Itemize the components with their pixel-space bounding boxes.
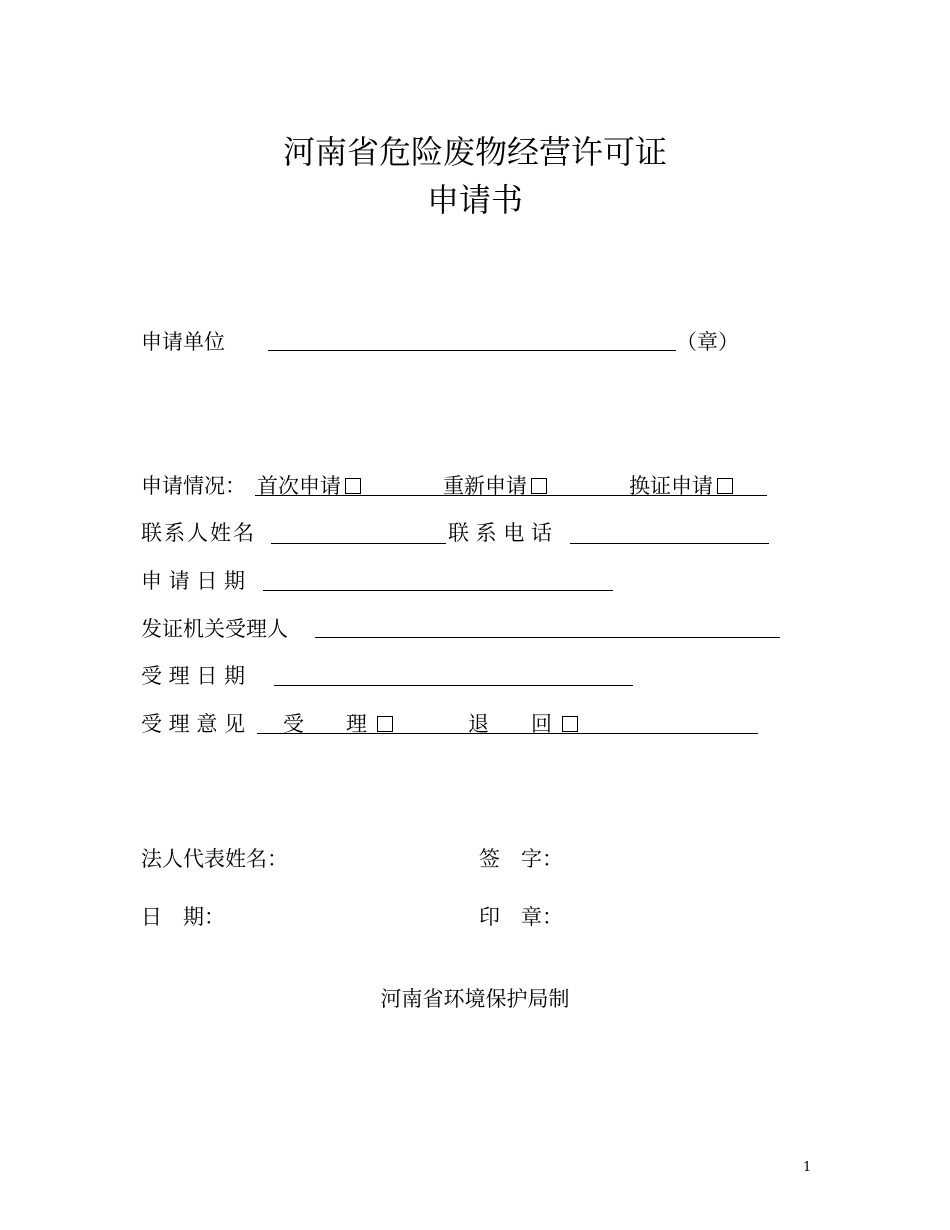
opinion-label: 受 理 意 见 (141, 712, 246, 736)
option-reapplication[interactable] (443, 473, 547, 499)
contact-phone-field[interactable] (570, 543, 769, 544)
checkbox-accept[interactable] (377, 716, 393, 732)
contact-name-label: 联系人姓名 (141, 521, 256, 545)
option-accept-label: 受 理 (283, 712, 367, 736)
applicant-field[interactable] (268, 350, 676, 351)
document-title: 河南省危险废物经营许可证 (282, 133, 667, 171)
legal-rep-name-label: 法人代表姓名： (141, 847, 288, 871)
date-label: 日 期： (141, 905, 225, 929)
option-accept[interactable] (283, 711, 393, 737)
receiver-label: 发证机关受理人 (141, 617, 288, 641)
seal-note: （章） (676, 330, 739, 354)
option-return[interactable] (468, 711, 578, 737)
checkbox-first-application[interactable] (345, 478, 361, 494)
option-return-label: 退 回 (468, 712, 552, 736)
apply-date-field[interactable] (263, 590, 613, 591)
applicant-label: 申请单位 (141, 330, 225, 354)
apply-date-label: 申 请 日 期 (141, 569, 246, 593)
application-status-label: 申请情况： (141, 474, 246, 498)
contact-name-field[interactable] (271, 543, 446, 544)
option-reapply-label: 重新申请 (443, 474, 527, 498)
signature-label: 签 字： (479, 847, 563, 871)
checkbox-return[interactable] (562, 716, 578, 732)
option-first-label: 首次申请 (257, 474, 341, 498)
option-renewal[interactable] (629, 473, 733, 499)
receiver-field[interactable] (315, 637, 780, 638)
issuer-footer: 河南省环境保护局制 (380, 987, 570, 1011)
checkbox-renewal[interactable] (717, 478, 733, 494)
checkbox-reapplication[interactable] (531, 478, 547, 494)
seal-label: 印 章： (479, 905, 563, 929)
document-subtitle: 申请书 (426, 181, 523, 219)
option-renewal-label: 换证申请 (629, 474, 713, 498)
option-first-application[interactable] (257, 473, 361, 499)
accept-date-label: 受 理 日 期 (141, 664, 246, 688)
contact-phone-label: 联 系 电 话 (448, 521, 553, 545)
page-number: 1 (803, 1160, 812, 1175)
accept-date-field[interactable] (274, 685, 633, 686)
